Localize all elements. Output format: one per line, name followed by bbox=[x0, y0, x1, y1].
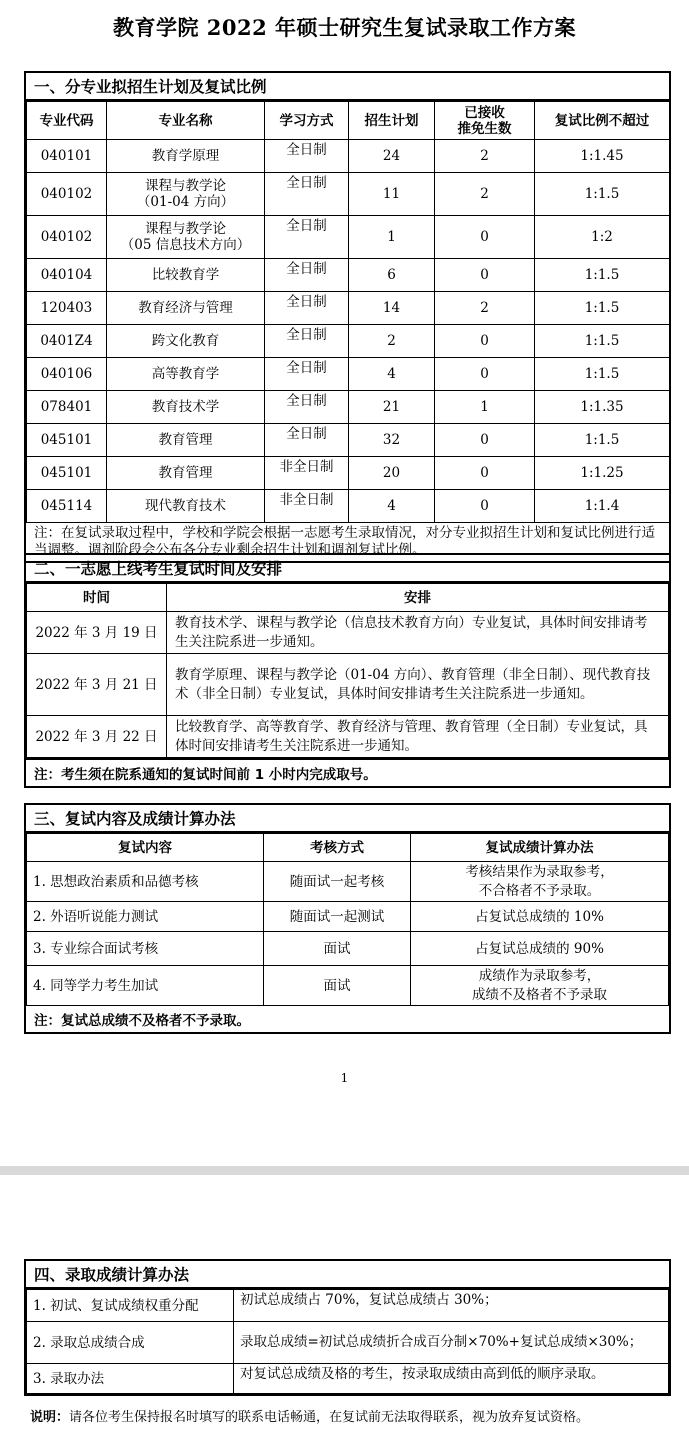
content-item: 2. 外语听说能力测试 bbox=[27, 902, 264, 932]
col-header-mode: 学习方式 bbox=[265, 102, 349, 140]
enroll-plan: 20 bbox=[349, 457, 435, 490]
table-row bbox=[27, 1290, 669, 1322]
table-row bbox=[27, 932, 669, 966]
major-name: 现代教育技术 bbox=[107, 490, 265, 523]
enroll-plan: 11 bbox=[349, 173, 435, 216]
section-4-heading: 四、录取成绩计算办法 bbox=[26, 1261, 669, 1289]
col-header-exempt: 已接收 推免生数 bbox=[435, 102, 535, 140]
content-item: 1. 思想政治素质和品德考核 bbox=[27, 862, 264, 902]
score-rule-label: 2. 录取总成绩合成 bbox=[27, 1322, 234, 1364]
col-header-arrangement: 安排 bbox=[167, 584, 669, 612]
enrollment-plan-table bbox=[26, 101, 670, 523]
interview-ratio: 1:1.25 bbox=[535, 457, 670, 490]
table-row bbox=[27, 490, 670, 523]
table-row bbox=[27, 716, 669, 758]
major-code: 045101 bbox=[27, 424, 107, 457]
interview-ratio: 1:2 bbox=[535, 216, 670, 259]
col-header-major: 专业名称 bbox=[107, 102, 265, 140]
content-item: 4. 同等学力考生加试 bbox=[27, 966, 264, 1006]
footnote-text: 请各位考生保持报名时填写的联系电话畅通，在复试前无法取得联系，视为放弃复试资格。 bbox=[69, 1410, 590, 1425]
study-mode: 全日制 bbox=[265, 216, 349, 259]
section-1-box bbox=[24, 71, 671, 563]
table-row bbox=[27, 259, 670, 292]
score-rule-text: 对复试总成绩及格的考生，按录取成绩由高到低的顺序录取。 bbox=[234, 1364, 669, 1394]
major-code: 040101 bbox=[27, 140, 107, 173]
interview-ratio: 1:1.5 bbox=[535, 424, 670, 457]
major-name: 教育经济与管理 bbox=[107, 292, 265, 325]
col-header-method: 考核方式 bbox=[264, 834, 411, 862]
interview-ratio: 1:1.5 bbox=[535, 325, 670, 358]
section-3-heading: 三、复试内容及成绩计算办法 bbox=[26, 805, 669, 833]
enrollment-header-row bbox=[27, 102, 670, 140]
exempt-count: 2 bbox=[435, 292, 535, 325]
study-mode: 非全日制 bbox=[265, 490, 349, 523]
exempt-count: 2 bbox=[435, 140, 535, 173]
exempt-count: 0 bbox=[435, 216, 535, 259]
exempt-count: 0 bbox=[435, 325, 535, 358]
major-name: 教育管理 bbox=[107, 457, 265, 490]
enroll-plan: 14 bbox=[349, 292, 435, 325]
exempt-count: 1 bbox=[435, 391, 535, 424]
admission-score-table bbox=[26, 1289, 669, 1394]
table-row bbox=[27, 140, 670, 173]
content-header-row bbox=[27, 834, 669, 862]
section-3-box bbox=[24, 803, 671, 1034]
table-row bbox=[27, 654, 669, 716]
major-code: 120403 bbox=[27, 292, 107, 325]
study-mode: 全日制 bbox=[265, 424, 349, 457]
major-name: 高等教育学 bbox=[107, 358, 265, 391]
content-score: 占复试总成绩的 10% bbox=[411, 902, 669, 932]
col-header-score: 复试成绩计算办法 bbox=[411, 834, 669, 862]
score-rule-text: 录取总成绩=初试总成绩折合成百分制×70%+复试总成绩×30%； bbox=[234, 1322, 669, 1364]
content-method: 随面试一起测试 bbox=[264, 902, 411, 932]
table-row bbox=[27, 1322, 669, 1364]
interview-ratio: 1:1.45 bbox=[535, 140, 670, 173]
study-mode: 非全日制 bbox=[265, 457, 349, 490]
col-header-ratio: 复试比例不超过 bbox=[535, 102, 670, 140]
page-separator bbox=[0, 1166, 689, 1175]
major-code: 040102 bbox=[27, 173, 107, 216]
enroll-plan: 1 bbox=[349, 216, 435, 259]
exempt-count: 0 bbox=[435, 457, 535, 490]
table-row bbox=[27, 292, 670, 325]
study-mode: 全日制 bbox=[265, 325, 349, 358]
section-2-note: 注：考生须在院系通知的复试时间前 1 小时内完成取号。 bbox=[26, 758, 669, 786]
exempt-count: 0 bbox=[435, 490, 535, 523]
table-row bbox=[27, 902, 669, 932]
enroll-plan: 21 bbox=[349, 391, 435, 424]
schedule-arrangement: 比较教育学、高等教育学、教育经济与管理、教育管理（全日制）专业复试，具体时间安排请考生关注院系进一步通知。 bbox=[167, 716, 669, 758]
enroll-plan: 32 bbox=[349, 424, 435, 457]
interview-ratio: 1:1.4 bbox=[535, 490, 670, 523]
content-score: 占复试总成绩的 90% bbox=[411, 932, 669, 966]
footnote-label: 说明： bbox=[30, 1410, 70, 1425]
table-row bbox=[27, 391, 670, 424]
table-row bbox=[27, 457, 670, 490]
section-1-note: 注：在复试录取过程中，学校和学院会根据一志愿考生录取情况，对分专业拟招生计划和复试比例进行适当调整。调剂阶段会公布各分专业剩余招生计划和调剂复试比例。 bbox=[34, 525, 655, 558]
exempt-count: 2 bbox=[435, 173, 535, 216]
schedule-arrangement: 教育技术学、课程与教学论（信息技术教育方向）专业复试，具体时间安排请考生关注院系进一步通知。 bbox=[167, 612, 669, 654]
col-header-code: 专业代码 bbox=[27, 102, 107, 140]
content-method: 随面试一起考核 bbox=[264, 862, 411, 902]
content-score: 成绩作为录取参考， 成绩不及格者不予录取 bbox=[411, 966, 669, 1006]
study-mode: 全日制 bbox=[265, 259, 349, 292]
major-name: 课程与教学论 （01-04 方向） bbox=[107, 173, 265, 216]
major-name: 教育技术学 bbox=[107, 391, 265, 424]
enroll-plan: 4 bbox=[349, 358, 435, 391]
content-item: 3. 专业综合面试考核 bbox=[27, 932, 264, 966]
section-1-heading: 一、分专业拟招生计划及复试比例 bbox=[26, 73, 669, 101]
page-number: 1 bbox=[340, 1071, 349, 1085]
table-row bbox=[27, 424, 670, 457]
major-code: 040102 bbox=[27, 216, 107, 259]
content-score: 考核结果作为录取参考， 不合格者不予录取。 bbox=[411, 862, 669, 902]
table-row bbox=[27, 325, 670, 358]
study-mode: 全日制 bbox=[265, 358, 349, 391]
major-name: 教育学原理 bbox=[107, 140, 265, 173]
score-rule-text: 初试总成绩占 70%，复试总成绩占 30%； bbox=[234, 1290, 669, 1322]
exempt-count: 0 bbox=[435, 424, 535, 457]
col-header-plan: 招生计划 bbox=[349, 102, 435, 140]
study-mode: 全日制 bbox=[265, 173, 349, 216]
schedule-date: 2022 年 3 月 22 日 bbox=[27, 716, 167, 758]
interview-ratio: 1:1.5 bbox=[535, 292, 670, 325]
section-4-box bbox=[24, 1259, 671, 1396]
col-header-time: 时间 bbox=[27, 584, 167, 612]
exempt-count: 0 bbox=[435, 259, 535, 292]
schedule-arrangement: 教育学原理、课程与教学论（01-04 方向）、教育管理（非全日制）、现代教育技术（非全日制）专业复试，具体时间安排请考生关注院系进一步通知。 bbox=[167, 654, 669, 716]
major-code: 078401 bbox=[27, 391, 107, 424]
study-mode: 全日制 bbox=[265, 140, 349, 173]
major-code: 045114 bbox=[27, 490, 107, 523]
study-mode: 全日制 bbox=[265, 391, 349, 424]
col-header-content: 复试内容 bbox=[27, 834, 264, 862]
interview-ratio: 1:1.5 bbox=[535, 173, 670, 216]
schedule-header-row bbox=[27, 584, 669, 612]
major-name: 跨文化教育 bbox=[107, 325, 265, 358]
study-mode: 全日制 bbox=[265, 292, 349, 325]
interview-content-table bbox=[26, 833, 669, 1006]
major-code: 040106 bbox=[27, 358, 107, 391]
enroll-plan: 2 bbox=[349, 325, 435, 358]
major-name: 教育管理 bbox=[107, 424, 265, 457]
table-row bbox=[27, 1364, 669, 1394]
section-2-heading: 二、一志愿上线考生复试时间及安排 bbox=[26, 555, 669, 583]
table-row bbox=[27, 358, 670, 391]
schedule-date: 2022 年 3 月 21 日 bbox=[27, 654, 167, 716]
enroll-plan: 24 bbox=[349, 140, 435, 173]
major-code: 040104 bbox=[27, 259, 107, 292]
major-name: 课程与教学论 （05 信息技术方向） bbox=[107, 216, 265, 259]
table-row bbox=[27, 966, 669, 1006]
major-code: 045101 bbox=[27, 457, 107, 490]
content-method: 面试 bbox=[264, 932, 411, 966]
major-name: 比较教育学 bbox=[107, 259, 265, 292]
interview-ratio: 1:1.35 bbox=[535, 391, 670, 424]
table-row bbox=[27, 612, 669, 654]
table-row bbox=[27, 173, 670, 216]
interview-ratio: 1:1.5 bbox=[535, 358, 670, 391]
content-method: 面试 bbox=[264, 966, 411, 1006]
section-2-box bbox=[24, 553, 671, 788]
section-3-note: 注：复试总成绩不及格者不予录取。 bbox=[34, 1013, 250, 1029]
interview-ratio: 1:1.5 bbox=[535, 259, 670, 292]
major-code: 0401Z4 bbox=[27, 325, 107, 358]
enroll-plan: 6 bbox=[349, 259, 435, 292]
exempt-count: 0 bbox=[435, 358, 535, 391]
enroll-plan: 4 bbox=[349, 490, 435, 523]
footnote bbox=[30, 1406, 670, 1425]
score-rule-label: 3. 录取办法 bbox=[27, 1364, 234, 1394]
table-row bbox=[27, 862, 669, 902]
document-title: 教育学院 2022 年硕士研究生复试录取工作方案 bbox=[112, 15, 577, 40]
schedule-date: 2022 年 3 月 19 日 bbox=[27, 612, 167, 654]
score-rule-label: 1. 初试、复试成绩权重分配 bbox=[27, 1290, 234, 1322]
schedule-table bbox=[26, 583, 669, 758]
table-row bbox=[27, 216, 670, 259]
